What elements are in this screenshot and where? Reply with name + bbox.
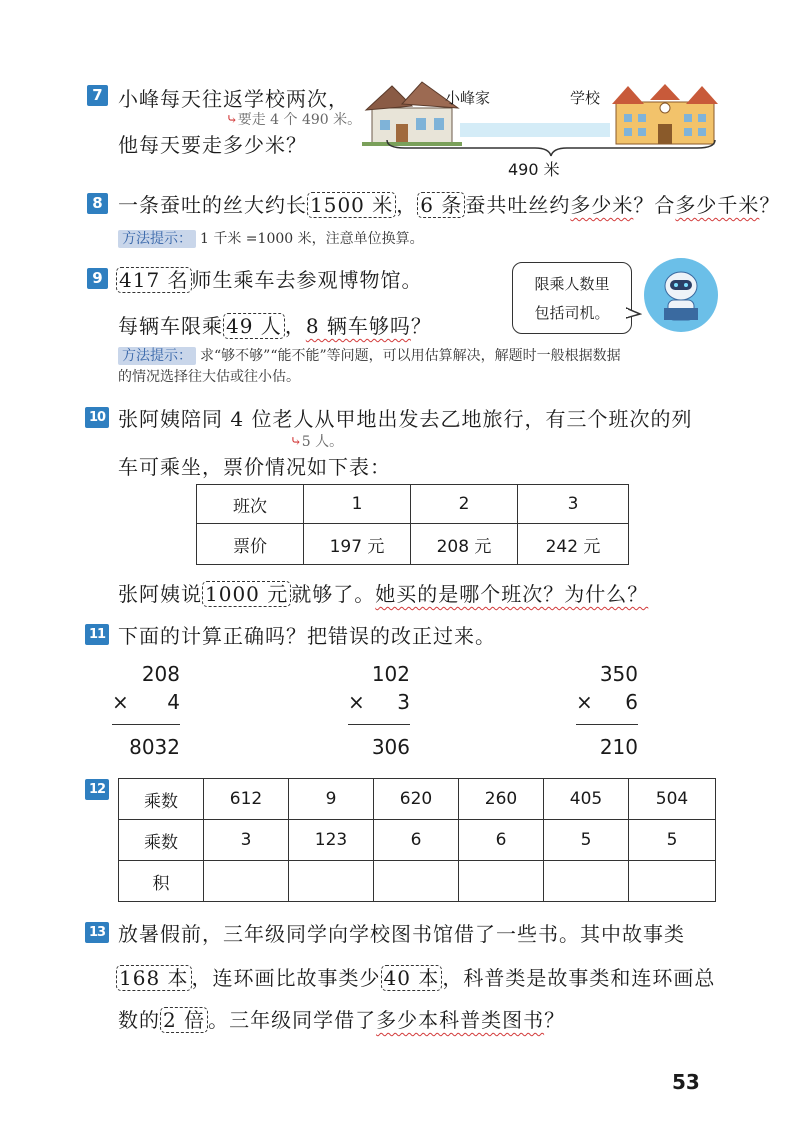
q13-box-diff: 40 本 [381,965,443,991]
q9-line1: 417 名 师生乘车去参观博物馆。 [116,264,423,293]
table-cell: 3 [518,485,629,524]
table-row [119,820,716,861]
table-cell: 2 [411,485,518,524]
q8-box-length: 1500 米 [307,192,396,218]
answer-cell[interactable] [544,861,629,902]
arrow-icon: ⤷ [290,434,302,450]
question-8-number: 8 [87,193,108,214]
table-cell: 6 [374,820,459,861]
home-label: 小峰家 [445,89,491,107]
q7-line2: 他每天要走多少米？ [118,133,307,157]
answer-cell[interactable] [459,861,544,902]
road [460,123,610,137]
page-number: 53 [672,1070,700,1094]
table-cell: 197 元 [304,524,411,565]
q9-box-limit: 49 人 [223,313,285,339]
table-cell: 9 [289,779,374,820]
distance-label: 490 米 [508,160,560,179]
q8-hint: 方法提示： 1 千米 =1000 米，注意单位换算。 [118,228,424,248]
q13-line3: 数的 2 倍 。三年级同学借了多少本科普类图书？ [118,1008,566,1032]
q9-line2: 每辆车限乘 49 人 ，8 辆车够吗？ [118,314,432,338]
arrow-icon: ⤷ [226,112,238,128]
table-cell: 1 [304,485,411,524]
row-label: 乘数 [119,779,204,820]
table-cell: 405 [544,779,629,820]
q8-text: 一条蚕吐的丝大约长 1500 米 ， 6 条 蚕共吐丝约多少米？合多少千米？ [118,193,781,217]
q10-question: 张阿姨说 1000 元 就够了。她买的是哪个班次？为什么？ [118,582,649,606]
school-icon [612,82,718,146]
table-row [119,779,716,820]
hint-label: 方法提示： [118,230,196,248]
q13-box-stories: 168 本 [116,965,192,991]
question-9-number: 9 [87,268,108,289]
answer-cell[interactable] [374,861,459,902]
q10-line1: 张阿姨陪同 4 位老人从甲地出发去乙地旅行，有三个班次的列 [118,407,693,431]
q10-line2: 车可乘坐，票价情况如下表： [118,455,391,479]
table-cell: 5 [544,820,629,861]
table-cell: 123 [289,820,374,861]
q13-line1: 放暑假前，三年级同学向学校图书馆借了一些书。其中故事类 [118,922,685,946]
row-label: 乘数 [119,820,204,861]
q13-box-times: 2 倍 [160,1007,208,1033]
bubble-tail [626,306,642,320]
q9-box-people: 417 名 [116,267,192,293]
question-13-number: 13 [85,922,109,943]
calc-2: 102 × 3 306 [348,662,410,759]
q8-box-count: 6 条 [417,192,465,218]
question-12-number: 12 [85,779,109,800]
hint-label: 方法提示： [118,347,196,365]
table-cell: 票价 [197,524,304,565]
fare-table [196,484,629,565]
table-cell: 260 [459,779,544,820]
table-cell: 620 [374,779,459,820]
q13-line2: 168 本 ，连环画比故事类少 40 本 ，科普类是故事类和连环画总 [116,962,715,991]
table-cell: 208 元 [411,524,518,565]
school-label: 学校 [570,89,601,107]
distance-brace [385,138,717,158]
table-cell: 5 [629,820,716,861]
robot-icon [642,256,720,334]
answer-cell[interactable] [629,861,716,902]
multiplication-table [118,778,716,902]
table-cell: 班次 [197,485,304,524]
q11-prompt: 下面的计算正确吗？把错误的改正过来。 [118,624,496,648]
table-row [119,861,716,902]
q9-hint: 方法提示： 求“够不够”“能不能”等问题，可以用估算解决，解题时一般根据数据 的情况选择往大估或往小估。 [118,348,621,385]
question-7-number: 7 [87,85,108,106]
calc-3: 350 × 6 210 [576,662,638,759]
table-row [197,485,629,524]
speech-bubble: 限乘人数里 包括司机。 [512,262,632,334]
question-10-number: 10 [85,407,109,428]
table-cell: 6 [459,820,544,861]
q10-box-money: 1000 元 [202,581,291,607]
q7-note: ⤷要走 4 个 490 米。 [226,112,362,128]
row-label: 积 [119,861,204,902]
answer-cell[interactable] [289,861,374,902]
calc-1: 208 × 4 8032 [112,662,180,759]
table-cell: 3 [204,820,289,861]
table-cell: 612 [204,779,289,820]
table-cell: 504 [629,779,716,820]
q10-note: ⤷5 人。 [290,434,344,450]
answer-cell[interactable] [204,861,289,902]
question-11-number: 11 [85,624,109,645]
table-row [197,524,629,565]
q7-line1: 小峰每天往返学校两次， [118,87,349,111]
table-cell: 242 元 [518,524,629,565]
